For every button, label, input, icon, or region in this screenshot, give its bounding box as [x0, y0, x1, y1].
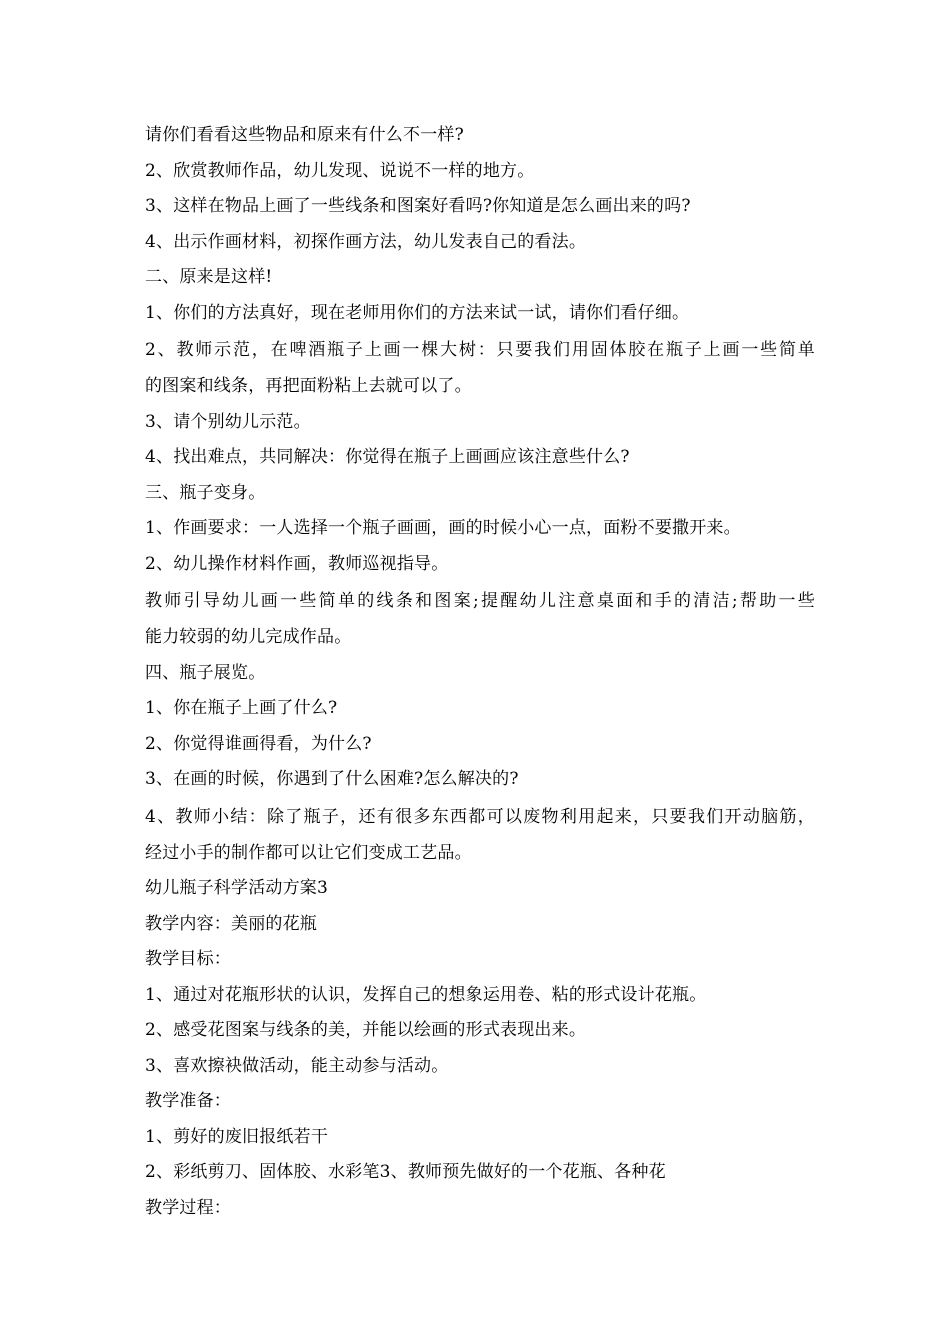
text-line: 1、剪好的废旧报纸若干 — [145, 1126, 329, 1147]
text-line: 1、你在瓶子上画了什么? — [145, 698, 338, 718]
text-line: 的图案和线条，再把面粉粘上去就可以了。 — [145, 376, 472, 396]
text-line: 请你们看看这些物品和原来有什么不一样? — [145, 125, 464, 145]
text-line: 能力较弱的幼儿完成作品。 — [145, 627, 352, 647]
text-line: 2、欣赏教师作品，幼儿发现、说说不一样的地方。 — [145, 160, 535, 181]
text-line: 2、你觉得谁画得看，为什么? — [145, 733, 372, 754]
section-heading: 二、原来是这样! — [145, 267, 273, 287]
text-line: 2、彩纸剪刀、固体胶、水彩笔3、教师预先做好的一个花瓶、各种花 — [145, 1162, 666, 1182]
text-line: 2、幼儿操作材料作画，教师巡视指导。 — [145, 553, 449, 574]
text-line: 4、找出难点，共同解决：你觉得在瓶子上画画应该注意些什么? — [145, 447, 630, 467]
section-heading: 教学准备： — [145, 1091, 231, 1111]
section-heading: 教学过程： — [145, 1197, 231, 1218]
text-line: 3、请个别幼儿示范。 — [145, 411, 311, 432]
section-heading: 教学目标： — [145, 949, 231, 969]
text-line: 3、在画的时候，你遇到了什么困难?怎么解决的? — [145, 769, 519, 789]
text-line: 1、你们的方法真好，现在老师用你们的方法来试一试，请你们看仔细。 — [145, 302, 690, 323]
text-line: 经过小手的制作都可以让它们变成工艺品。 — [145, 842, 472, 863]
text-line: 教学内容：美丽的花瓶 — [145, 913, 317, 934]
text-line: 3、喜欢擦袂做活动，能主动参与活动。 — [145, 1055, 449, 1076]
document-title: 幼儿瓶子科学活动方案3 — [145, 878, 329, 898]
text-line: 1、作画要求：一人选择一个瓶子画画，画的时候小心一点，面粉不要撒开来。 — [145, 518, 741, 538]
text-line: 2、感受花图案与线条的美，并能以绘画的形式表现出来。 — [145, 1020, 587, 1040]
section-heading: 三、瓶子变身。 — [145, 482, 266, 503]
text-line: 4、教师小结：除了瓶子，还有很多东西都可以废物利用起来，只要我们开动脑筋， — [145, 806, 815, 827]
document-body — [145, 118, 815, 1226]
text-line: 教师引导幼儿画一些简单的线条和图案;提醒幼儿注意桌面和手的清洁;帮助一些 — [145, 591, 815, 611]
text-line: 3、这样在物品上画了一些线条和图案好看吗?你知道是怎么画出来的吗? — [145, 196, 691, 216]
text-line: 1、通过对花瓶形状的认识，发挥自己的想象运用卷、粘的形式设计花瓶。 — [145, 984, 707, 1005]
text-line: 2、教师示范，在啤酒瓶子上画一棵大树：只要我们用固体胶在瓶子上画一些简单 — [145, 340, 815, 360]
section-heading: 四、瓶子展览。 — [145, 662, 266, 683]
text-line: 4、出示作画材料，初探作画方法，幼儿发表自己的看法。 — [145, 231, 587, 252]
